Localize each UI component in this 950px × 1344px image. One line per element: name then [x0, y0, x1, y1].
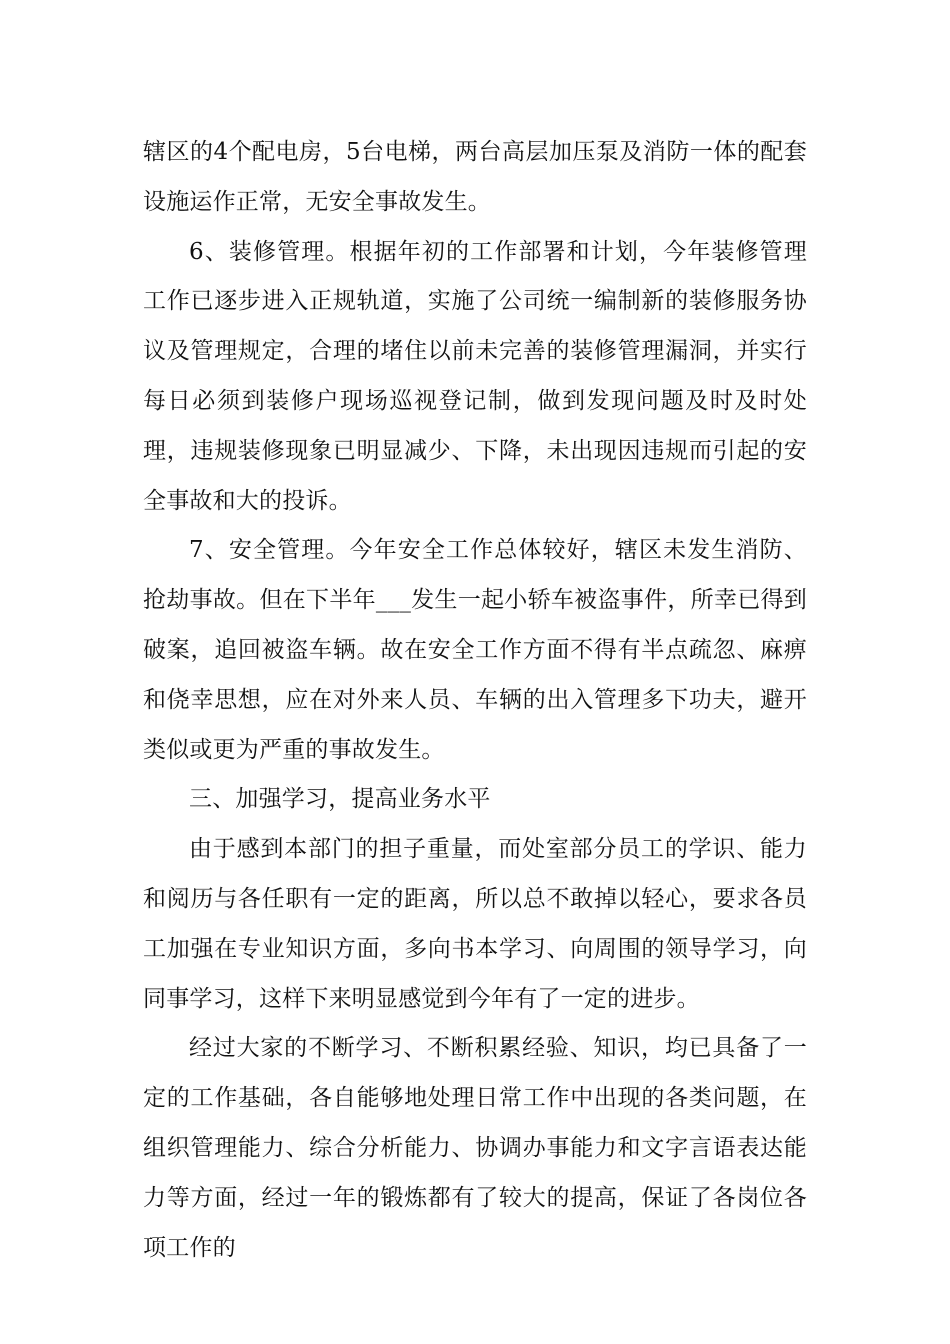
paragraph-safety-management: 7、安全管理。今年安全工作总体较好，辖区未发生消防、抢劫事故。但在下半年___发生一起小轿车被盗事件，所幸已得到破案，追回被盗车辆。故在安全工作方面不得有半点疏忽、麻痹和侥幸思想，应在对外来人员、车辆的出入管理多下功夫，避开类似或更为严重的事故发生。 — [143, 537, 807, 763]
paragraph-study-result: 经过大家的不断学习、不断积累经验、知识，均已具备了一定的工作基础，各自能够地处理日常工作中出现的各类问题，在组织管理能力、综合分析能力、协调办事能力和文字言语表达能力等方面，经过一年的锻炼都有了较大的提高，保证了各岗位各项工作的 — [143, 1035, 807, 1261]
section-heading-study: 三、加强学习，提高业务水平 — [189, 786, 491, 813]
document-body — [143, 128, 807, 1273]
paragraph-continuation: 辖区的4个配电房，5台电梯，两台高层加压泵及消防一体的配套设施运作正常，无安全事故发生。 — [143, 139, 807, 215]
paragraph-study-intro: 由于感到本部门的担子重量，而处室部分员工的学识、能力和阅历与各任职有一定的距离，所以总不敢掉以轻心，要求各员工加强在专业知识方面，多向书本学习、向周围的领导学习，向同事学习，这样下来明显感觉到今年有了一定的进步。 — [143, 836, 807, 1012]
paragraph-decoration-management: 6、装修管理。根据年初的工作部署和计划，今年装修管理工作已逐步进入正规轨道，实施了公司统一编制新的装修服务协议及管理规定，合理的堵住以前未完善的装修管理漏洞，并实行每日必须到装修户现场巡视登记制，做到发现问题及时及时处理，违规装修现象已明显减少、下降，未出现因违规而引起的安全事故和大的投诉。 — [143, 238, 807, 514]
